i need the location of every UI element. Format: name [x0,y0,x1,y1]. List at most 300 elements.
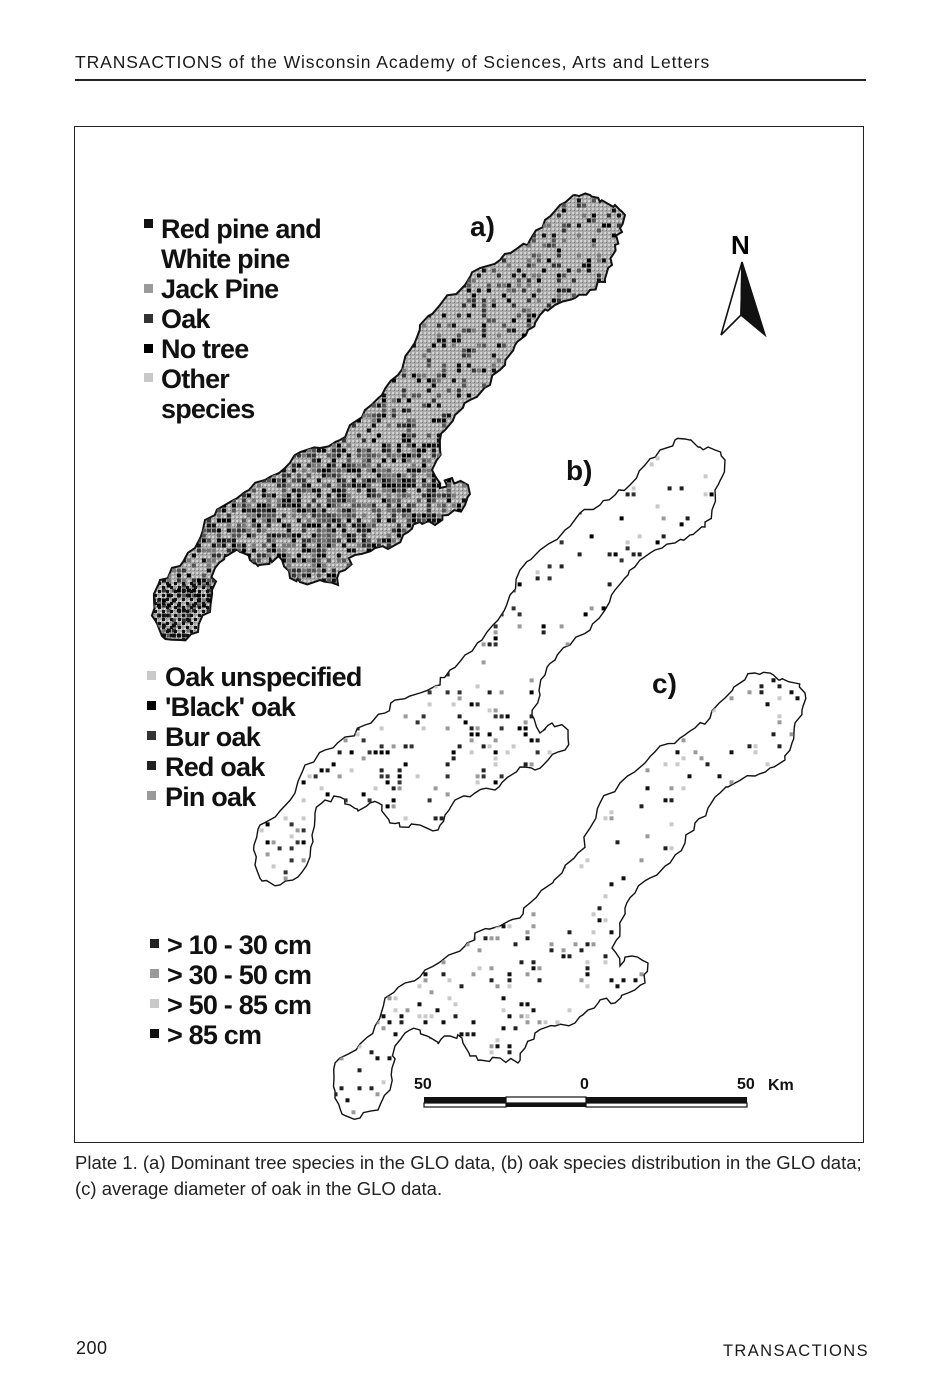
species-cell [207,524,211,528]
diameter-cell [442,960,446,964]
species-cell [437,404,441,408]
species-cell [402,424,406,428]
species-cell [432,494,436,498]
oak-cell [548,564,552,568]
species-cell [206,582,209,585]
species-cell [247,509,251,513]
legend-label: Red pine and [161,214,321,244]
diameter-cell [538,978,542,982]
species-cell [162,629,166,633]
species-cell [332,569,336,573]
species-cell [337,454,341,458]
species-cell [497,284,501,288]
diameter-cell [790,690,794,694]
species-cell [267,539,271,543]
oak-cell [428,702,432,706]
oak-cell [476,780,480,784]
species-cell [327,514,331,518]
diameter-cell [616,840,620,844]
species-cell [252,499,256,503]
scale-label-center: 0 [580,1076,589,1093]
species-cell [567,224,571,228]
species-cell [557,274,561,278]
species-cell [357,544,361,548]
species-cell [217,534,221,538]
oak-cell [344,738,348,742]
species-cell [467,289,471,293]
species-cell [367,484,371,488]
diameter-cell [556,1020,560,1024]
diameter-cell [604,894,608,898]
species-cell [337,504,341,508]
oak-cell [458,714,462,718]
species-cell [262,494,266,498]
species-cell [392,484,396,488]
species-cell [252,559,256,563]
species-cell [237,504,241,508]
oak-cell [302,816,306,820]
species-cell [617,214,621,218]
species-cell [522,289,526,293]
species-cell [282,474,286,478]
species-cell [332,489,336,493]
oak-cell [380,726,384,730]
species-cell [272,494,276,498]
species-cell [437,514,441,518]
diameter-cell [382,1080,386,1084]
oak-cell [290,846,294,850]
species-cell [462,384,466,388]
species-cell [452,339,456,343]
species-cell [542,234,546,238]
species-cell [302,514,306,518]
species-cell [342,489,346,493]
species-cell [282,524,286,528]
species-cell [292,539,296,543]
species-cell [432,479,436,483]
species-cell [207,579,211,583]
species-cell [307,484,311,488]
species-cell [377,509,381,513]
species-cell [282,479,286,483]
species-cell [492,369,496,373]
species-cell [562,209,566,213]
species-cell [202,599,206,603]
species-cell [407,424,411,428]
oak-cell [284,876,288,880]
species-cell [192,554,196,558]
oak-cell [362,792,366,796]
species-cell [267,514,271,518]
species-cell [257,529,261,533]
species-cell [502,284,506,288]
species-cell [292,469,296,473]
species-cell [407,514,411,518]
species-cell [552,234,556,238]
legend-swatch-30-50cm [150,969,159,978]
species-cell [387,539,391,543]
oak-cell [494,780,498,784]
oak-cell [458,744,462,748]
species-cell [407,419,411,423]
species-cell [347,519,351,523]
species-cell [292,509,296,513]
species-cell [397,494,401,498]
species-cell [602,259,606,263]
legend-swatch-oak-unspecified [147,671,156,680]
species-cell [472,299,476,303]
species-cell [397,484,401,488]
oak-cell [560,624,564,628]
species-cell [467,299,471,303]
species-cell [402,489,406,493]
species-cell [347,494,351,498]
species-cell [427,349,431,353]
oak-cell [614,552,618,556]
diameter-cell [472,972,476,976]
species-cell [432,489,436,493]
species-cell [357,449,361,453]
species-cell [447,389,451,393]
diameter-cell [424,1014,428,1018]
oak-cell [494,750,498,754]
oak-cell [266,840,270,844]
species-cell [170,594,173,597]
species-cell [592,244,596,248]
species-cell [237,534,241,538]
species-cell [562,274,566,278]
species-cell [337,494,341,498]
species-cell [462,304,466,308]
species-cell [342,529,346,533]
species-cell [267,524,271,528]
species-cell [212,544,216,548]
species-cell [322,509,326,513]
diameter-cell [688,774,692,778]
species-cell [322,484,326,488]
species-cell [182,614,185,617]
species-cell [387,519,391,523]
legend-swatch-50-85cm [150,999,159,1008]
species-cell [347,469,351,473]
diameter-cell [730,696,734,700]
species-cell [247,514,251,518]
species-cell [407,459,411,463]
oak-cell [638,552,642,556]
species-cell [312,509,316,513]
oak-cell [662,534,666,538]
oak-cell [302,840,306,844]
species-cell [437,394,441,398]
oak-cell [470,702,474,706]
species-cell [337,499,341,503]
species-cell [397,504,401,508]
species-cell [507,299,511,303]
oak-cell [272,840,276,844]
species-cell [477,344,481,348]
species-cell [557,279,561,283]
species-cell [612,234,616,238]
species-cell [207,559,211,563]
species-cell [307,504,311,508]
species-cell [237,524,241,528]
species-cell [557,294,561,298]
species-cell [367,469,371,473]
species-cell [342,514,346,518]
species-cell [492,354,496,358]
diameter-cell [448,978,452,982]
species-cell [327,494,331,498]
diameter-cell [520,960,524,964]
species-cell [397,499,401,503]
oak-cell [380,774,384,778]
diameter-cell [634,978,638,982]
species-cell [342,449,346,453]
species-cell [302,469,306,473]
species-cell [322,449,326,453]
species-cell [482,269,486,273]
species-cell [332,574,336,578]
oak-cell [500,726,504,730]
species-cell [262,514,266,518]
species-cell [497,334,501,338]
species-cell [587,259,591,263]
species-cell [158,606,161,609]
species-cell [432,454,436,458]
species-cell [162,599,166,603]
species-cell [572,294,576,298]
oak-cell [302,780,306,784]
oak-cell [422,714,426,718]
species-cell [287,524,291,528]
species-cell [402,369,406,373]
species-cell [392,539,396,543]
species-cell [312,489,316,493]
diameter-cell [508,1044,512,1048]
species-cell [317,479,321,483]
oak-cell [308,774,312,778]
species-cell [217,514,221,518]
species-cell [337,524,341,528]
species-cell [327,474,331,478]
species-cell [532,239,536,243]
species-cell [297,489,301,493]
species-cell [487,319,491,323]
oak-cell [470,738,474,742]
species-cell [367,539,371,543]
oak-cell [602,606,606,610]
oak-cell [542,630,546,634]
diameter-cell [592,930,596,934]
species-cell [227,514,231,518]
oak-cell [710,492,714,496]
species-cell [242,529,246,533]
diameter-cell [496,936,500,940]
oak-cell [518,612,522,616]
species-cell [527,264,531,268]
species-cell [297,554,301,558]
oak-cell [338,750,342,754]
species-cell [427,459,431,463]
species-cell [367,544,371,548]
species-cell [542,244,546,248]
species-cell [182,634,186,638]
species-cell [342,509,346,513]
species-cell [397,479,401,483]
species-cell [392,499,396,503]
species-cell [357,464,361,468]
species-cell [357,529,361,533]
species-cell [427,379,431,383]
diameter-cell [394,1008,398,1012]
species-cell [417,394,421,398]
species-cell [317,509,321,513]
species-cell [402,479,406,483]
species-cell [407,444,411,448]
species-cell [347,454,351,458]
species-cell [222,519,226,523]
diameter-cell [382,1014,386,1018]
species-cell [352,509,356,513]
scale-segment [506,1097,586,1103]
species-cell [402,484,406,488]
species-cell [402,509,406,513]
species-cell [312,469,316,473]
diameter-cell [424,972,428,976]
species-cell [517,279,521,283]
diameter-cell [508,984,512,988]
species-cell [222,509,226,513]
species-cell [367,489,371,493]
species-cell [397,489,401,493]
species-cell [402,394,406,398]
species-cell [382,479,386,483]
species-cell [372,479,376,483]
species-cell [537,299,541,303]
species-cell [407,469,411,473]
species-cell [372,524,376,528]
species-cell [472,349,476,353]
oak-cell [398,768,402,772]
diameter-cell [478,948,482,952]
species-cell [262,504,266,508]
species-cell [352,539,356,543]
species-cell [452,504,456,508]
species-cell [302,484,306,488]
species-cell [467,354,471,358]
species-cell [202,534,206,538]
species-cell [412,479,416,483]
species-cell [372,424,376,428]
species-cell [577,269,581,273]
running-head: TRANSACTIONS of the Wisconsin Academy of Sciences, Arts and Letters [75,52,711,72]
species-cell [367,464,371,468]
diameter-cell [388,1020,392,1024]
oak-cell [488,708,492,712]
oak-cell [470,732,474,736]
species-cell [322,549,326,553]
oak-cell [668,486,672,490]
species-cell [307,569,311,573]
species-cell [262,544,266,548]
species-cell [332,469,336,473]
species-cell [607,224,611,228]
diameter-cell [562,948,566,952]
legend-swatch-oak [144,314,153,323]
species-cell [347,549,351,553]
diameter-cell [508,924,512,928]
species-cell [317,574,321,578]
species-cell [267,499,271,503]
diameter-cell [772,732,776,736]
species-cell [392,489,396,493]
species-cell [262,489,266,493]
diameter-cell [538,1020,542,1024]
diameter-cell [586,858,590,862]
species-cell [227,549,231,553]
species-cell [577,199,581,203]
legend-swatch-red-oak [147,761,156,770]
species-cell [227,539,231,543]
species-cell [237,529,241,533]
oak-cell [446,690,450,694]
species-cell [347,509,351,513]
species-cell [317,554,321,558]
species-cell [387,484,391,488]
oak-cell [284,816,288,820]
diameter-cell [778,720,782,724]
oak-cell [284,870,288,874]
legend-label: Other [161,364,230,394]
species-cell [307,524,311,528]
species-cell [452,379,456,383]
diameter-cell [796,696,800,700]
oak-cell [530,762,534,766]
species-cell [482,384,486,388]
species-cell [492,304,496,308]
species-cell [337,444,341,448]
species-cell [482,334,486,338]
species-cell [377,479,381,483]
species-cell [212,559,216,563]
diameter-cell [592,912,596,916]
species-cell [407,409,411,413]
species-cell [392,514,396,518]
species-cell [242,549,246,553]
species-cell [297,454,301,458]
species-cell [197,594,201,598]
species-cell [317,494,321,498]
diameter-cell [778,714,782,718]
species-cell [472,369,476,373]
species-cell [166,606,169,609]
species-cell [247,534,251,538]
species-cell [166,598,169,601]
species-cell [477,369,481,373]
species-cell [297,574,301,578]
species-cell [257,504,261,508]
species-cell [557,289,561,293]
species-cell [387,489,391,493]
species-cell [382,474,386,478]
oak-cell [476,732,480,736]
species-cell [170,602,173,605]
species-cell [467,394,471,398]
species-cell [192,564,196,568]
species-cell [377,404,381,408]
diameter-cell [754,744,758,748]
species-cell [427,404,431,408]
